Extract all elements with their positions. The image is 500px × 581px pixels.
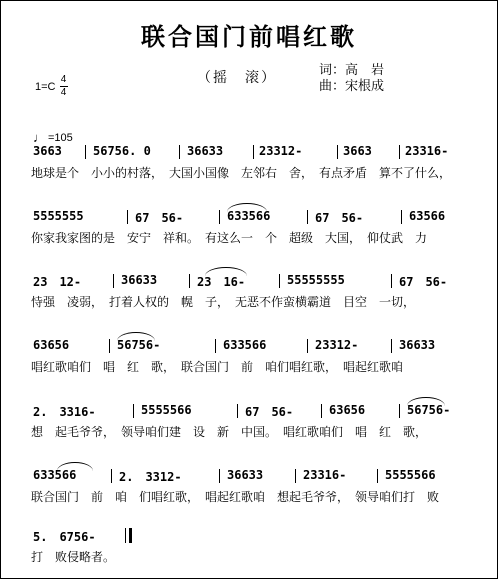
- lyrics-line-7: 打 败侵略者。: [31, 550, 116, 564]
- measure: 67 56-: [245, 405, 294, 419]
- final-barline-thick: [129, 528, 132, 543]
- measure: 36633: [227, 468, 264, 482]
- notation-line-7: [1, 528, 497, 544]
- time-signature-top: 4: [60, 74, 67, 85]
- measure: 23312-: [259, 144, 303, 158]
- measure: 5555566: [141, 403, 192, 417]
- lyrics-line-2: 你家我家图的是 安宁 祥和。 有这么一 个 超级 大国， 仰仗武 力: [31, 231, 428, 245]
- barline: [399, 145, 400, 159]
- measure: 2. 3312-: [119, 470, 182, 484]
- barline: [127, 210, 128, 224]
- measure: 63656: [329, 403, 366, 417]
- tie-arc: [117, 332, 155, 341]
- barline: [295, 469, 296, 483]
- barline: [109, 339, 110, 353]
- measure: 5555566: [385, 468, 436, 482]
- measure: 56756-: [407, 403, 451, 417]
- notation-line-2: [1, 209, 497, 225]
- measure: 67 56-: [315, 211, 364, 225]
- barline: [391, 274, 392, 288]
- measure: 3663: [33, 144, 62, 158]
- measure: 633566: [33, 468, 77, 482]
- key-label: 1=C: [35, 80, 56, 93]
- measure: 633566: [227, 209, 271, 223]
- barline: [399, 404, 400, 418]
- measure: 5. 6756-: [33, 530, 96, 544]
- time-signature: [60, 75, 68, 98]
- barline: [189, 274, 190, 288]
- final-barline-thin: [125, 528, 126, 543]
- tempo-marking: [33, 130, 73, 145]
- barline: [321, 404, 322, 418]
- measure: 5555555: [33, 209, 84, 223]
- measure: 56756. 0: [93, 144, 151, 158]
- tie-arc: [205, 267, 247, 276]
- barline: [253, 145, 254, 159]
- barline: [133, 404, 134, 418]
- tempo-value: =105: [48, 131, 73, 144]
- lyrics-line-4: 唱红歌咱们 唱 红 歌， 联合国门 前 咱们唱红歌， 唱起红歌咱: [31, 360, 404, 374]
- tie-arc: [227, 203, 267, 212]
- quarter-note-icon: ♩: [33, 130, 46, 145]
- measure: 36633: [121, 273, 158, 287]
- lyrics-line-5: 想 起毛爷爷， 领导咱们建 设 新 中国。 唱红歌咱们 唱 红 歌，: [31, 425, 428, 439]
- barline: [215, 339, 216, 353]
- measure: 23316-: [303, 468, 347, 482]
- measure: 23 12-: [33, 275, 82, 289]
- barline: [337, 145, 338, 159]
- lyrics-line-3: 恃强 凌弱， 打着人权的 幌 子， 无恶不作蛮横霸道 目空 一切，: [31, 295, 416, 309]
- notation-line-1: [1, 144, 497, 160]
- tie-arc: [57, 462, 93, 471]
- measure: 67 56-: [135, 211, 184, 225]
- barline: [307, 210, 308, 224]
- lyricist: 词：高 岩: [319, 63, 385, 78]
- barline: [237, 404, 238, 418]
- notation-line-5: [1, 403, 497, 419]
- measure: 23316-: [405, 144, 449, 158]
- time-signature-bottom: 4: [60, 87, 67, 98]
- tie-arc: [407, 397, 445, 406]
- lyrics-line-1: 地球是个 小小的村落， 大国小国像 左邻右 舍， 有点矛盾 算不了什么，: [31, 166, 452, 180]
- measure: 633566: [223, 338, 267, 352]
- composer: 曲：宋根成: [319, 79, 385, 94]
- measure: 56756-: [117, 338, 161, 352]
- measure: 36633: [399, 338, 436, 352]
- style-note: （摇 滚）: [197, 70, 277, 86]
- measure: 2. 3316-: [33, 405, 96, 419]
- credits: [319, 63, 384, 95]
- measure: 36633: [187, 144, 224, 158]
- barline: [219, 469, 220, 483]
- measure: 67 56-: [399, 275, 448, 289]
- measure: 63566: [409, 209, 446, 223]
- barline: [113, 274, 114, 288]
- notation-line-3: [1, 273, 497, 289]
- measure: 55555555: [287, 273, 345, 287]
- barline: [279, 274, 280, 288]
- lyrics-line-6: 联合国门 前 咱 们唱红歌， 唱起红歌咱 想起毛爷爷， 领导咱们打 败: [31, 490, 440, 504]
- notation-line-4: [1, 338, 497, 354]
- measure: 23312-: [315, 338, 359, 352]
- barline: [85, 145, 86, 159]
- notation-line-6: [1, 468, 497, 484]
- measure: 63656: [33, 338, 70, 352]
- barline: [307, 339, 308, 353]
- key-signature: [35, 75, 68, 98]
- measure: 23 16-: [197, 275, 246, 289]
- barline: [219, 210, 220, 224]
- barline: [179, 145, 180, 159]
- song-title: 联合国门前唱红歌: [141, 22, 357, 51]
- barline: [111, 469, 112, 483]
- barline: [391, 339, 392, 353]
- barline: [401, 210, 402, 224]
- measure: 3663: [343, 144, 372, 158]
- barline: [377, 469, 378, 483]
